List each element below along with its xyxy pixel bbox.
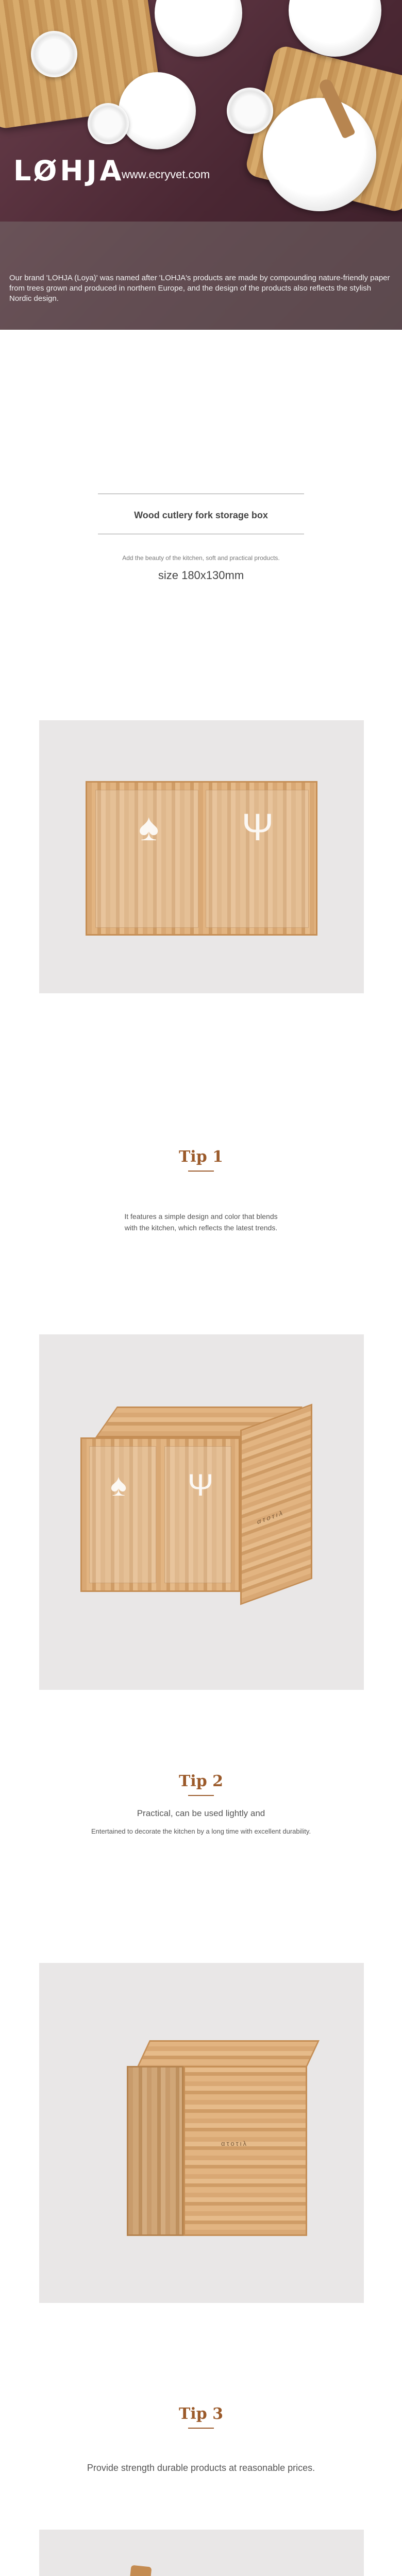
tip-2-title: Tip 2	[178, 1772, 223, 1790]
plate-image	[289, 0, 381, 57]
brand-engraving: ατοτιλ	[221, 2140, 248, 2147]
fork-icon: Ψ	[242, 806, 274, 849]
tip-3-line-1: Provide strength durable products at reasonable prices.	[87, 2463, 315, 2473]
storage-box-side-image	[240, 1404, 312, 1605]
product-photo-back	[39, 1963, 364, 2303]
wooden-fork-image	[118, 2565, 152, 2576]
tip-underline	[188, 2428, 214, 2429]
spoon-icon: ♠	[110, 1468, 127, 1502]
brand-engraving: ατοτιλ	[257, 1508, 284, 1526]
bowl-image	[31, 31, 77, 77]
tip-2-line-1: Practical, can be used lightly and	[137, 1808, 265, 1818]
product-description: Add the beauty of the kitchen, soft and practical products.	[122, 554, 280, 562]
product-photo-angle	[39, 1334, 364, 1690]
tip-3-title: Tip 3	[178, 2405, 223, 2423]
brand-website[interactable]: www.ecryvet.com	[122, 168, 210, 181]
glass-panel-left	[89, 1446, 156, 1583]
plate-image	[119, 72, 196, 149]
tip-1-line-2: with the kitchen, which reflects the latest trends.	[124, 1224, 278, 1232]
storage-box-front-image	[80, 1437, 240, 1592]
tip-underline	[188, 1795, 214, 1796]
product-size: size 180x130mm	[158, 569, 244, 582]
plate-image	[155, 0, 242, 57]
storage-box-back-image	[183, 2066, 307, 2236]
product-photo-front	[39, 720, 364, 993]
bowl-image	[227, 88, 273, 134]
plate-image	[263, 98, 376, 211]
tip-1-line-1: It features a simple design and color that blends	[124, 1212, 278, 1221]
wooden-spoon-image	[76, 2574, 132, 2576]
tip-1-title: Tip 1	[178, 1148, 223, 1166]
product-photo-in-use	[39, 2530, 364, 2576]
tip-2-line-2: Entertained to decorate the kitchen by a long time with excellent durability.	[91, 1827, 311, 1835]
storage-box-image	[86, 781, 317, 936]
bowl-image	[88, 103, 129, 144]
hero-banner	[0, 0, 402, 330]
fork-icon: Ψ	[188, 1468, 214, 1502]
spoon-icon: ♠	[139, 806, 159, 849]
storage-box-side-image	[127, 2066, 183, 2236]
brand-intro-text: Our brand 'LOHJA (Loya)' was named after 'LOHJA's products are made by compounding nature-friendly paper from trees grown and produced in northern Europe, and the design of the products also reflects the stylish Nordic design.	[9, 274, 390, 303]
brand-logo: LØHJA	[13, 155, 125, 187]
glass-panel-right	[164, 1446, 231, 1583]
product-title: Wood cutlery fork storage box	[134, 510, 268, 520]
tip-underline	[188, 1171, 214, 1172]
